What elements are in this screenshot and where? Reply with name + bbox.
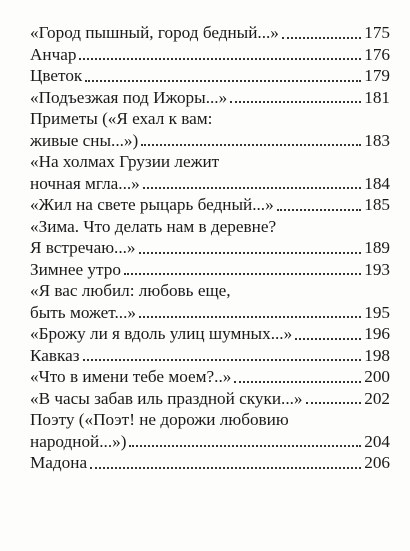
- dot-leader: [295, 338, 361, 340]
- dot-leader: [139, 252, 362, 254]
- toc-entry: [30, 366, 390, 388]
- toc-page-number: 204: [364, 431, 390, 451]
- toc-entry-title: «В часы забав иль праздной скуки...»: [30, 388, 303, 408]
- toc-page-number: 202: [364, 388, 390, 408]
- toc-entry: [30, 194, 390, 216]
- toc-entry-title: «Брожу ли я вдоль улиц шумных...»: [30, 324, 293, 343]
- toc-page-number: 198: [364, 345, 390, 365]
- toc-page-number: 195: [364, 302, 390, 322]
- toc-page-number: 175: [364, 23, 390, 42]
- toc-page-number: 189: [364, 238, 390, 257]
- dot-leader: [90, 467, 361, 469]
- dot-leader: [234, 381, 361, 383]
- dot-leader: [139, 316, 361, 318]
- toc-entry: [30, 44, 390, 66]
- toc-entry-title-continued: живые сны...»): [30, 130, 139, 150]
- dot-leader: [129, 445, 361, 447]
- toc-entry: [30, 323, 390, 345]
- toc-entry: [30, 108, 390, 151]
- dot-leader: [282, 37, 361, 39]
- toc-entry-title: «Город пышный, город бедный...»: [30, 23, 279, 42]
- toc-entry: [30, 452, 390, 474]
- toc-entry-title: Цветок: [30, 66, 83, 85]
- toc-page-number: 183: [364, 130, 390, 150]
- toc-entry-title: Анчар: [30, 44, 77, 64]
- toc-entry-title: «Что в имени тебе моем?..»: [30, 367, 232, 386]
- toc-entry: [30, 151, 390, 194]
- toc-page-number: 193: [364, 259, 390, 279]
- dot-leader: [141, 144, 361, 146]
- toc-entry-title: Кавказ: [30, 345, 80, 365]
- toc-entry-title: «На холмах Грузии лежит: [30, 152, 220, 171]
- toc-page-number: 206: [364, 453, 390, 472]
- toc-entry-title-continued: народной...»): [30, 431, 127, 451]
- toc-entry-title: «Зима. Что делать нам в деревне?: [30, 216, 277, 236]
- dot-leader: [277, 209, 362, 211]
- toc-entry-title-continued: Я встречаю...»: [30, 238, 136, 257]
- dot-leader: [79, 58, 361, 60]
- toc-entry: [30, 345, 390, 367]
- toc-page-number: 184: [364, 173, 390, 193]
- toc-entry-title: Поэту («Поэт! не дорожи любовию: [30, 410, 289, 429]
- toc-entry: [30, 216, 390, 259]
- toc-entry-title: «Подъезжая под Ижоры...»: [30, 87, 228, 107]
- toc-page-number: 196: [364, 324, 390, 343]
- toc-page-number: 179: [364, 66, 390, 85]
- toc-entry: [30, 22, 390, 44]
- dot-leader: [306, 402, 362, 404]
- toc-entry: [30, 280, 390, 323]
- toc-entry-title-continued: ночная мгла...»: [30, 173, 140, 193]
- toc-entry-title: Зимнее утро: [30, 259, 121, 279]
- table-of-contents: [30, 22, 390, 474]
- toc-entry-title-continued: быть может...»: [30, 302, 136, 322]
- toc-entry: [30, 87, 390, 109]
- dot-leader: [124, 273, 361, 275]
- toc-entry-title: Мадона: [30, 453, 88, 472]
- dot-leader: [83, 359, 362, 361]
- toc-entry: [30, 259, 390, 281]
- toc-entry-title: «Жил на свете рыцарь бедный...»: [30, 195, 274, 214]
- toc-page-number: 185: [364, 195, 390, 214]
- toc-entry-title: Приметы («Я ехал к вам:: [30, 109, 213, 128]
- dot-leader: [85, 80, 361, 82]
- toc-entry: [30, 388, 390, 410]
- toc-entry: [30, 65, 390, 87]
- toc-page-number: 200: [364, 367, 390, 386]
- dot-leader: [143, 187, 361, 189]
- toc-entry-title: «Я вас любил: любовь еще,: [30, 281, 231, 300]
- toc-page-number: 176: [364, 44, 390, 64]
- toc-entry: [30, 409, 390, 452]
- toc-page-number: 181: [364, 87, 390, 107]
- dot-leader: [230, 101, 361, 103]
